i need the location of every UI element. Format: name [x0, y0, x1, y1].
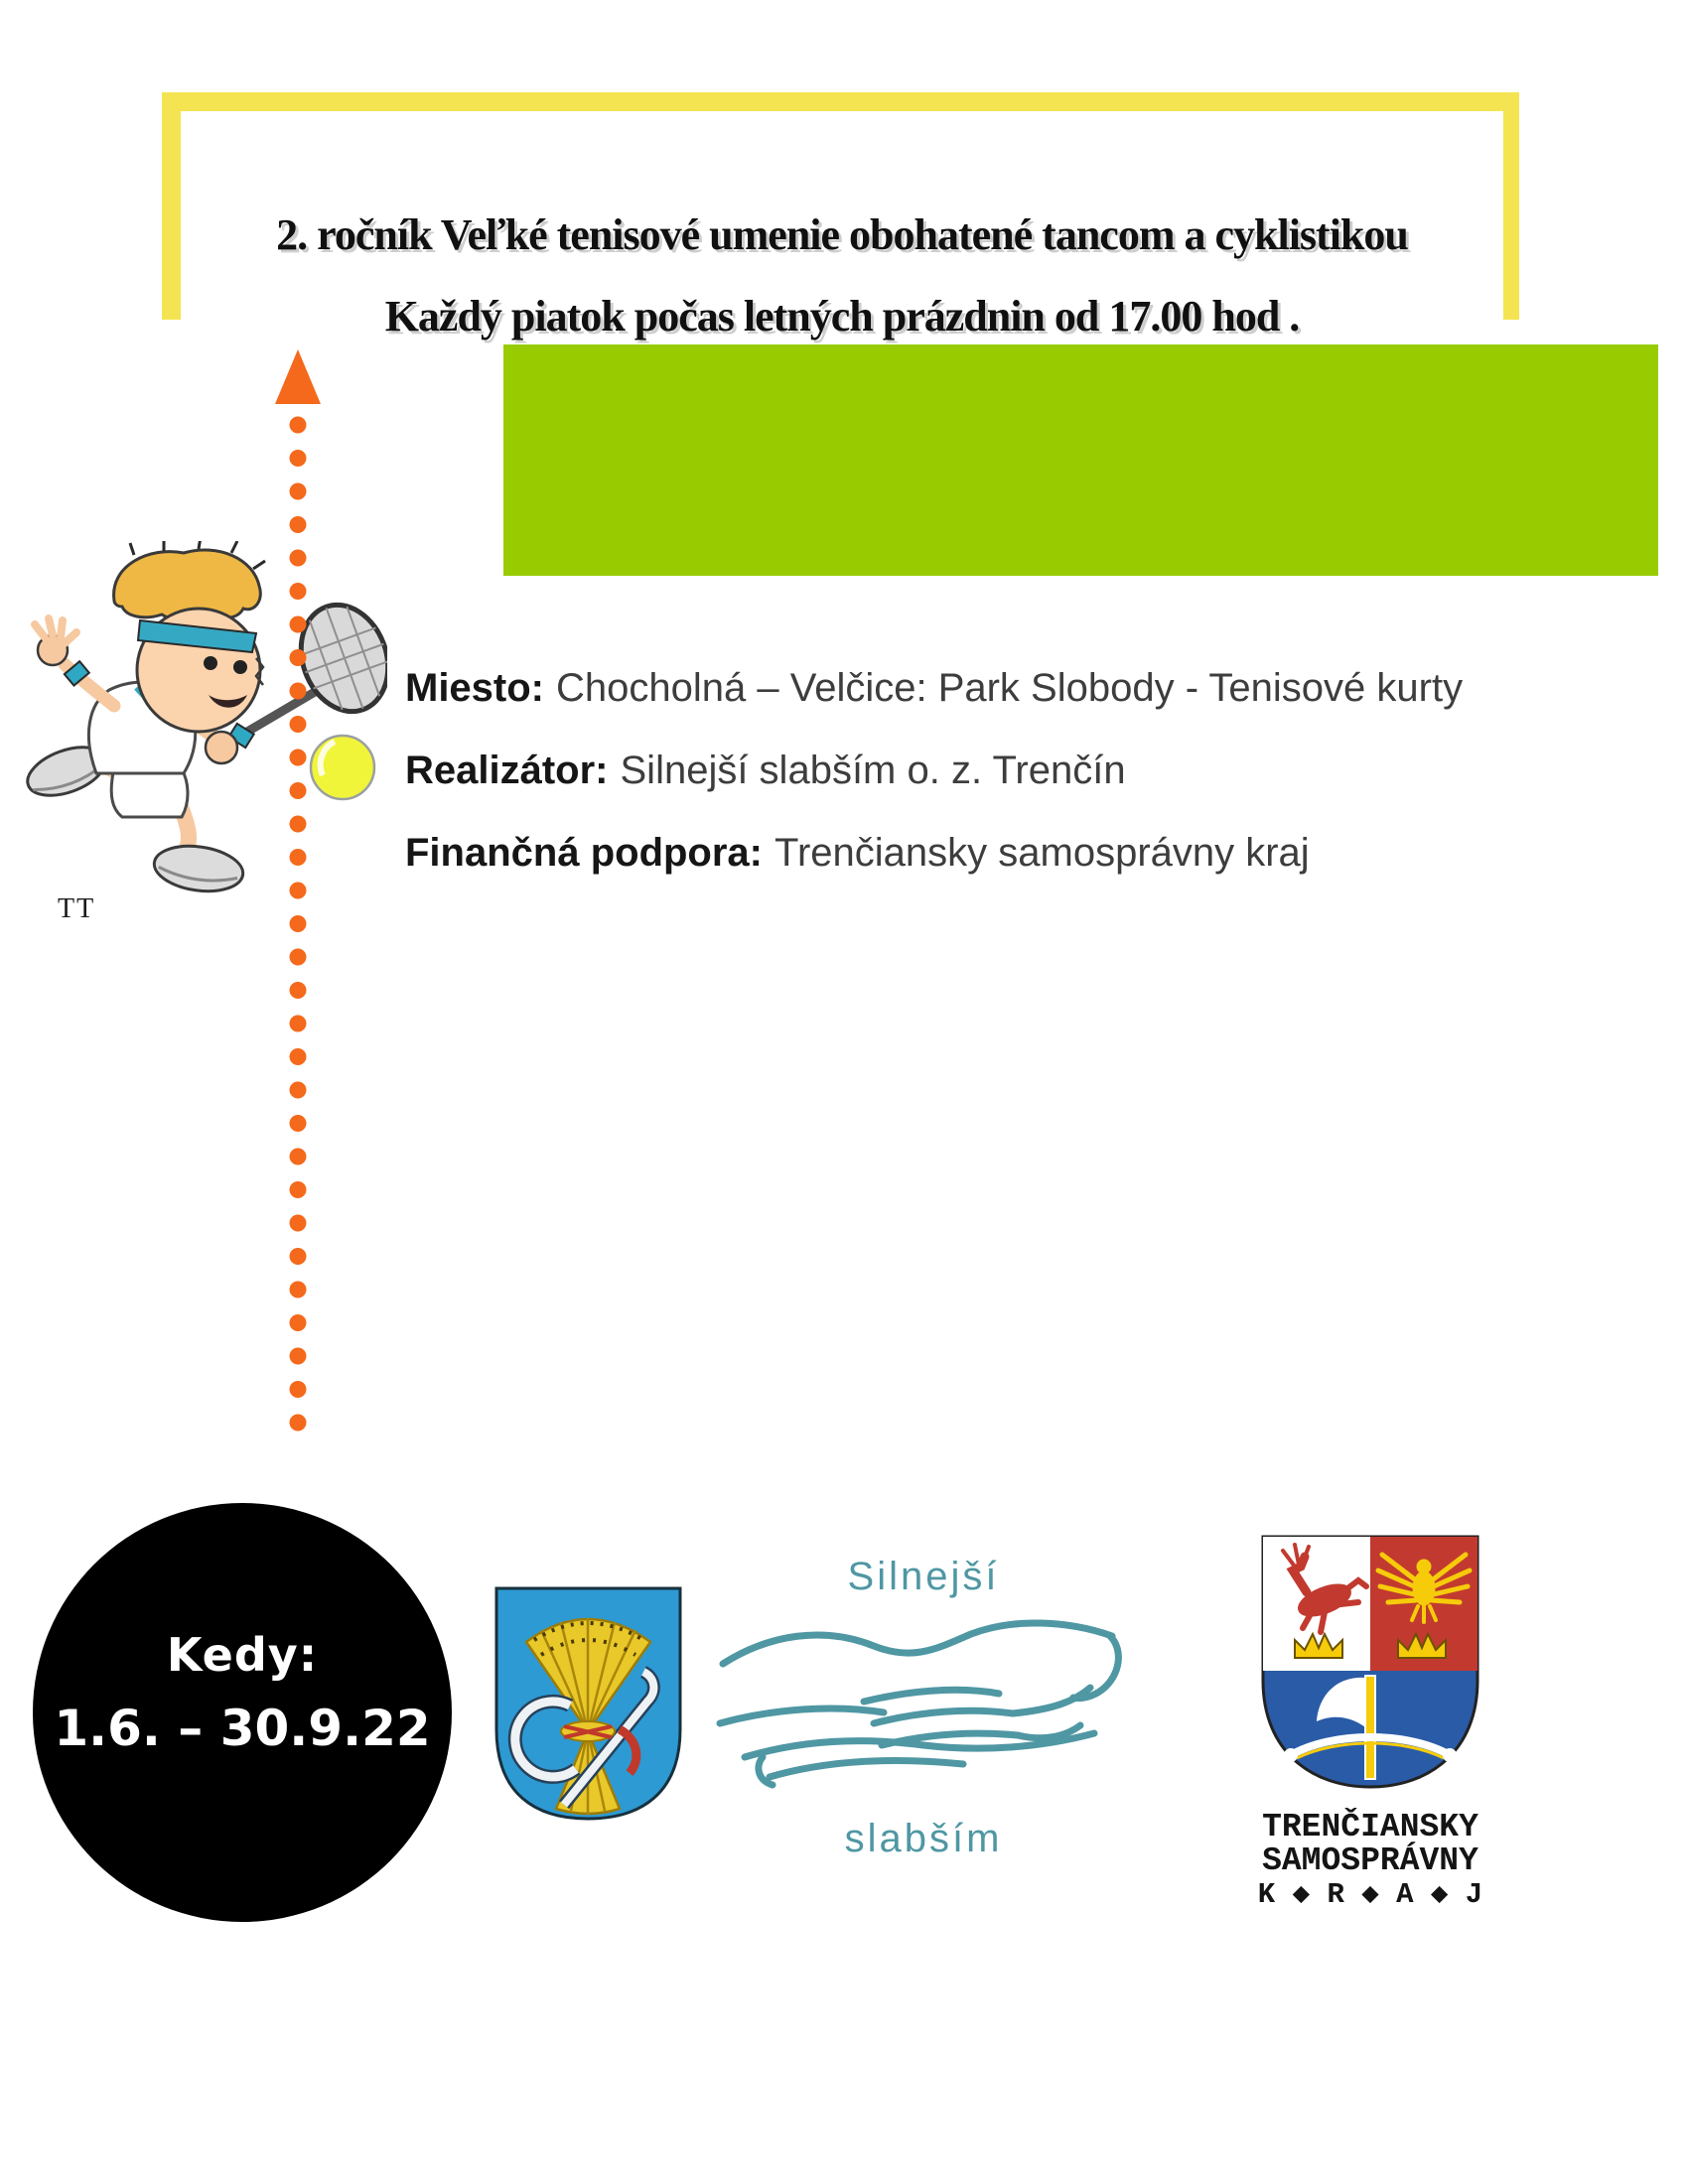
info-value: Silnejší slabším o. z. Trenčín [620, 749, 1126, 792]
silnejsi-logo-text-top: Silnejší [847, 1555, 1000, 1598]
info-row-financna-podpora [405, 812, 1463, 894]
tennis-player-illustration [15, 541, 387, 898]
schedule-badge [33, 1503, 452, 1922]
chocholna-velcice-coat-of-arms-icon [487, 1580, 690, 1827]
poster-subtitle: Každý piatok počas letných prázdnin od 17.00 hod . [384, 292, 1300, 341]
schedule-heading: Kedy: [166, 1628, 319, 1682]
schedule-dates: 1.6. – 30.9.22 [54, 1700, 431, 1757]
illustration-caption: TT [58, 893, 96, 924]
silnejsi-slabsim-logo [707, 1545, 1140, 1862]
trenciansky-kraj-coat-of-arms-icon [1251, 1527, 1489, 1797]
title-banner [162, 92, 1519, 341]
dotted-up-arrow-icon [268, 349, 328, 1446]
info-label: Realizátor: [405, 749, 609, 792]
shoe-icon [151, 841, 245, 896]
green-highlight-panel [503, 344, 1658, 576]
info-value: Chocholná – Velčice: Park Slobody - Tenisové kurty [556, 666, 1464, 710]
info-value: Trenčiansky samosprávny kraj [774, 831, 1310, 875]
clasped-hands-icon [715, 1606, 1132, 1797]
info-row-miesto [405, 647, 1463, 730]
tsk-logo-text-line3: K ◆ R ◆ A ◆ J [1257, 1878, 1483, 1911]
trenciansky-kraj-logo [1237, 1527, 1503, 1912]
poster-title: 2. ročník Veľké tenisové umenie obohatené tancom a cyklistikou [276, 210, 1408, 259]
silnejsi-logo-text-bottom: slabším [844, 1817, 1003, 1860]
info-row-realizator [405, 730, 1463, 812]
tsk-logo-text-line2: SAMOSPRÁVNY [1262, 1843, 1478, 1879]
info-label: Finančná podpora: [405, 831, 763, 875]
info-label: Miesto: [405, 666, 544, 710]
tsk-logo-text-line1: TRENČIANSKY [1262, 1809, 1478, 1845]
event-info [405, 647, 1463, 894]
